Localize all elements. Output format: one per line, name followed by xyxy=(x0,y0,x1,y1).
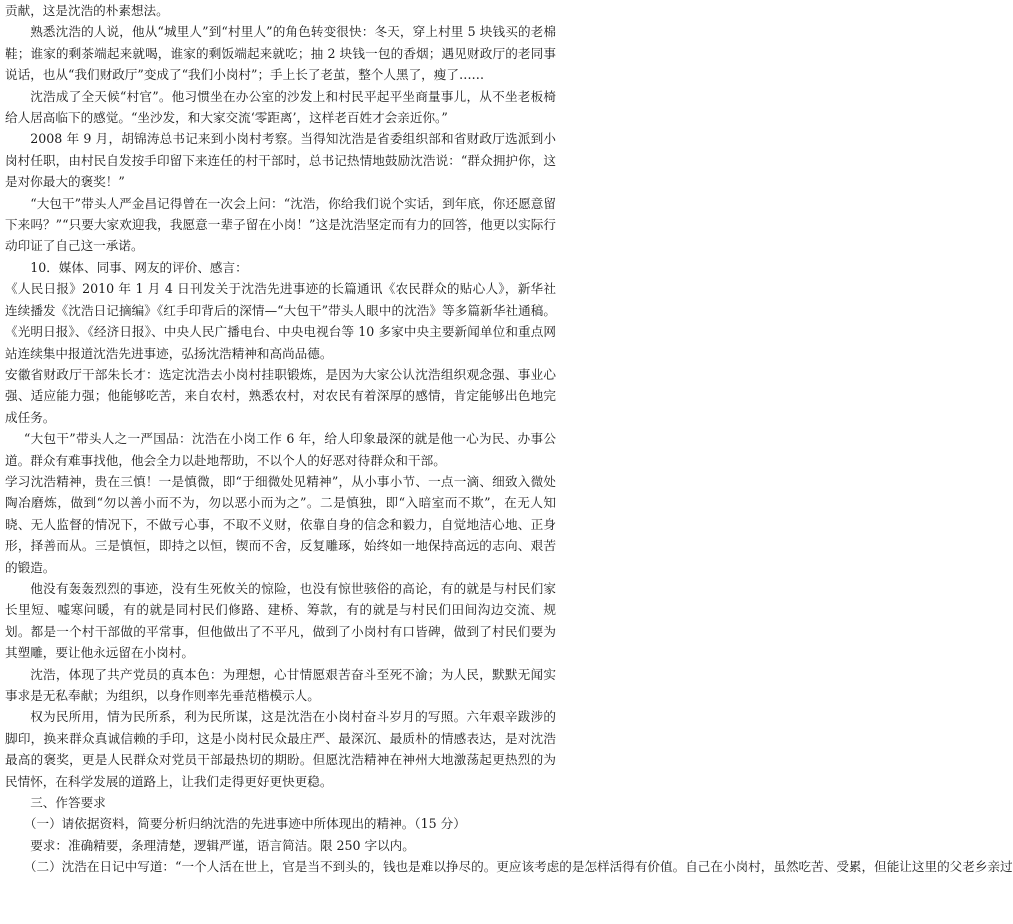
paragraph: 贡献，这是沈浩的朴素想法。 xyxy=(5,3,169,18)
paragraph: 10．媒体、同事、网友的评价、感言： xyxy=(30,259,248,275)
paragraph: 沈浩成了全天候“村官”。他习惯坐在办公室的沙发上和村民平起平坐商量事儿，从不坐老板椅给人居高临下的感觉。“坐沙发，和大家交流‘零距离’，这样老百姓才会亲近你。” xyxy=(5,88,556,126)
paragraph: 《人民日报》2010 年 1 月 4 日刊发关于沈浩先进事迹的长篇通讯《农民群众的贴心人》，新华社连续播发《沈浩日记摘编》《红手印背后的深情—“大包干”带头人眼中的沈浩》等多篇新华社通稿。《光明日报》、《经济日报》、中央人民广播电台、中央电视台等 10 多家中央主要新闻单位和重点网站连续集中报道沈浩先进事迹，弘扬沈浩精神和高尚品德。 xyxy=(5,281,556,361)
paragraph: 2008 年 9 月，胡锦涛总书记来到小岗村考察。当得知沈浩是省委组织部和省财政厅选派到小岗村任职，由村民自发按手印留下来连任的村干部时，总书记热情地鼓励沈浩说：“群众拥护你，这是对你最大的褒奖！” xyxy=(5,131,556,190)
paragraph: 他没有轰轰烈烈的事迹，没有生死攸关的惊险，也没有惊世骇俗的高论，有的就是与村民们家长里短、嘘寒问暖，有的就是同村民们修路、建桥、筹款，有的就是与村民们田间沟边交流、规划。都是一个村干部做的平常事，但他做出了不平凡，做到了小岗村有口皆碑，做到了村民们要为其塑雕，要让他永远留在小岗村。 xyxy=(5,580,556,661)
paragraph: 沈浩，体现了共产党员的真本色：为理想，心甘情愿艰苦奋斗至死不渝；为人民，默默无闻实事求是无私奉献；为组织，以身作则率先垂范楷模示人。 xyxy=(5,666,556,703)
paragraph: 要求：准确精要，条理清楚，逻辑严谨，语言简洁。限 250 字以内。 xyxy=(30,837,415,853)
paragraph: 安徽省财政厅干部朱长才：选定沈浩去小岗村挂职锻炼，是因为大家公认沈浩组织观念强、事业心强、适应能力强；他能够吃苦，来自农村，熟悉农村，对农民有着深厚的感情，肯定能够出色地完成任务。 xyxy=(5,366,556,425)
document-body xyxy=(5,0,1013,878)
paragraph: 三、作答要求 xyxy=(30,795,106,811)
paragraph: 熟悉沈浩的人说，他从“城里人”到“村里人”的角色转变很快：冬天，穿上村里 5 块钱买的老棉鞋；谁家的剩茶端起来就喝，谁家的剩饭端起来就吃；抽 2 块钱一包的香烟；遇见财政厅的老同事说话，也从“我们财政厅”变成了“我们小岗村”；手上长了老茧，整个人黑了，瘦了…… xyxy=(5,24,556,83)
paragraph: “大包干”带头人严金昌记得曾在一次会上问：“沈浩，你给我们说个实话，到年底，你还愿意留下来吗？”“只要大家欢迎我，我愿意一辈子留在小岗！”这是沈浩坚定而有力的回答，他更以实际行动印证了自己这一承诺。 xyxy=(5,195,556,254)
paragraph: （一）请依据资料，简要分析归纳沈浩的先进事迹中所体现出的精神。（15 分） xyxy=(23,816,466,832)
paragraph: 权为民所用，情为民所系，利为民所谋，这是沈浩在小岗村奋斗岁月的写照。六年艰辛跋涉的脚印，换来群众真诚信赖的手印，这是小岗村民众最庄严、最深沉、最质朴的情感表达，是对沈浩最高的褒奖，更是人民群众对党员干部最热切的期盼。但愿沈浩精神在神州大地激荡起更热烈的为民情怀，在科学发展的道路上，让我们走得更好更快更稳。 xyxy=(5,709,556,789)
paragraph: 学习沈浩精神，贵在三慎！一是慎微，即“于细微处见精神”，从小事小节、一点一滴、细致入微处陶冶磨炼，做到“勿以善小而不为，勿以恶小而为之”。二是慎独，即“入暗室而不欺”，在无人知晓、无人监督的情况下，不做亏心事，不取不义财，依靠自身的信念和毅力，自觉地洁心地、正身形，择善而从。三是慎恒，即持之以恒，锲而不舍，反复雕琢，始终如一地保持高远的志向、艰苦的锻造。 xyxy=(5,473,556,575)
paragraph: （二）沈浩在日记中写道：“一个人活在世上，官是当不到头的，钱也是难以挣尽的。更应该考虑的是怎样活得有价值。自己在小岗村，虽然吃苦、受累，但能让这里的父老乡亲过 xyxy=(23,859,1013,875)
paragraph: “大包干”带头人之一严国品：沈浩在小岗工作 6 年，给人印象最深的就是他一心为民、办事公道。群众有难事找他，他会全力以赴地帮助，不以个人的好恶对待群众和干部。 xyxy=(5,431,556,468)
